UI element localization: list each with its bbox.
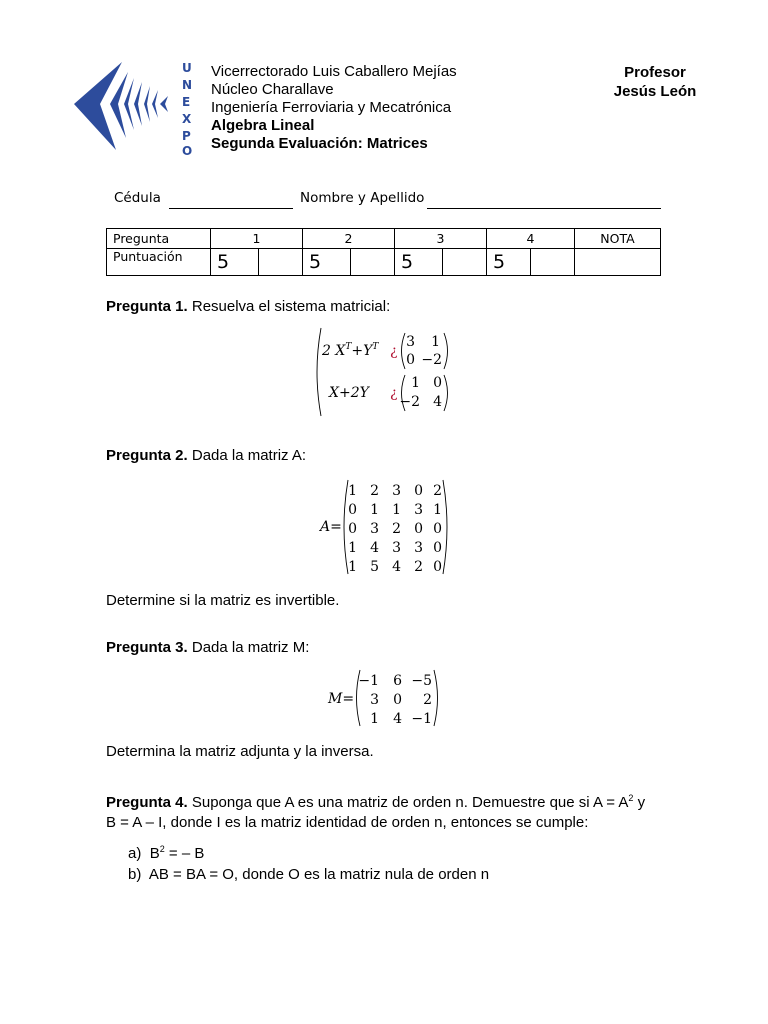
matrix-cell: 1: [370, 711, 379, 727]
table-header-cell: Pregunta: [107, 229, 211, 249]
score-input-cell[interactable]: [443, 249, 487, 276]
matrix-cell: 2: [414, 559, 423, 575]
institution-line: Vicerrectorado Luis Caballero Mejías: [211, 63, 457, 80]
matrix-cell: 3: [392, 540, 401, 556]
matrix-cell: 1: [431, 334, 440, 350]
question-label: Pregunta 2.: [106, 447, 188, 464]
logo-letter: O: [182, 144, 193, 155]
matrix-cell: 0: [433, 540, 442, 556]
eq1-mid: +Y: [351, 343, 373, 359]
matrix-cell: 0: [414, 521, 423, 537]
list-text: B: [149, 845, 160, 862]
unexpo-logo: [70, 60, 195, 155]
list-marker: a): [128, 845, 142, 862]
matrix-cell: 0: [414, 483, 423, 499]
matrix-cell: 1: [348, 559, 357, 575]
list-marker: b): [128, 866, 142, 883]
superscript: 2: [159, 844, 165, 854]
eq1-lhs: 2 X: [322, 343, 346, 359]
question-label: Pregunta 1.: [106, 298, 188, 315]
question-2-instruction: Determine si la matriz es invertible.: [106, 592, 340, 609]
header-block: [211, 63, 457, 153]
question-3-instruction: Determina la matriz adjunta y la inversa.: [106, 743, 374, 760]
matrix-cell: 3: [370, 692, 379, 708]
symbol-glyph: ¿: [390, 385, 398, 401]
cedula-label: Cédula: [114, 190, 161, 206]
course-title: Algebra Lineal: [211, 117, 315, 134]
matrix-lhs: A=: [320, 519, 342, 535]
matrix-cell: −5: [411, 673, 432, 689]
professor-label: Profesor: [624, 64, 686, 81]
matrix-cell: −1: [411, 711, 432, 727]
points-cell: 5: [303, 249, 351, 276]
evaluation-title: Segunda Evaluación: Matrices: [211, 135, 428, 152]
professor-block: [590, 63, 720, 101]
score-input-cell[interactable]: [531, 249, 575, 276]
table-row-label: Puntuación: [107, 249, 211, 276]
question-text: Resuelva el sistema matricial:: [187, 298, 391, 315]
matrix-cell: 0: [433, 375, 442, 391]
list-item: [128, 864, 489, 885]
matrix-cell: 5: [370, 559, 379, 575]
question-text: Suponga que A es una matriz de orden n. Demuestre que si A = A: [187, 794, 629, 811]
matrix-cell: −2: [399, 394, 420, 410]
eq2-lhs: X+2Y: [329, 385, 369, 401]
nota-input-cell[interactable]: [575, 249, 661, 276]
matrix-cell: 1: [348, 483, 357, 499]
matrix-m: [326, 668, 446, 730]
matrix-cell: 0: [393, 692, 402, 708]
unexpo-emblem-icon: [70, 60, 195, 155]
matrix-cell: 0: [433, 559, 442, 575]
matrix-cell: 2: [392, 521, 401, 537]
superscript: 2: [628, 793, 634, 803]
logo-letter: P: [182, 129, 191, 143]
institution-line: Núcleo Charallave: [211, 81, 334, 98]
list-text: = – B: [164, 845, 205, 862]
matrix-cell: 3: [414, 540, 423, 556]
matrix-cell: 1: [348, 540, 357, 556]
matrix-cell: 0: [433, 521, 442, 537]
logo-letter: N: [182, 78, 193, 92]
matrix-cell: 1: [392, 502, 401, 518]
matrix-cell: 4: [433, 394, 442, 410]
table-header-cell: 1: [211, 229, 303, 249]
matrix-a: [318, 478, 453, 578]
matrix-cell: 0: [348, 502, 357, 518]
table-header-cell: 2: [303, 229, 395, 249]
list-text: AB = BA = O, donde O es la matriz nula de orden n: [148, 866, 490, 883]
score-input-cell[interactable]: [351, 249, 395, 276]
table-header-cell: 3: [395, 229, 487, 249]
logo-letter: U: [182, 61, 192, 75]
question-text: y: [633, 794, 646, 811]
question-label: Pregunta 4.: [106, 794, 188, 811]
professor-name: Jesús León: [613, 83, 697, 100]
matrix-cell: 4: [392, 559, 401, 575]
table-header-cell: 4: [487, 229, 575, 249]
svg-text:2 XT+YT: [321, 342, 379, 359]
name-field[interactable]: [427, 208, 661, 209]
matrix-cell: 2: [423, 692, 432, 708]
cedula-field[interactable]: [169, 208, 293, 209]
logo-letter: X: [182, 112, 192, 126]
matrix-cell: 0: [348, 521, 357, 537]
question-1: [106, 297, 390, 317]
question-4-list: [128, 839, 489, 885]
matrix-system-equation: [312, 326, 457, 418]
list-item: [128, 839, 489, 864]
logo-letter: E: [182, 95, 191, 109]
question-4: [106, 788, 645, 833]
eq1-sup: T: [372, 342, 379, 352]
score-input-cell[interactable]: [259, 249, 303, 276]
matrix-cell: −1: [358, 673, 379, 689]
matrix-cell: 3: [392, 483, 401, 499]
points-cell: 5: [487, 249, 531, 276]
question-text: Dada la matriz M:: [187, 639, 310, 656]
symbol-glyph: ¿: [390, 343, 398, 359]
points-cell: 5: [395, 249, 443, 276]
matrix-lhs: M=: [328, 691, 355, 707]
question-label: Pregunta 3.: [106, 639, 188, 656]
matrix-cell: 0: [406, 352, 415, 368]
question-2: [106, 446, 306, 466]
matrix-cell: 1: [433, 502, 442, 518]
score-table: [106, 228, 661, 276]
matrix-cell: −2: [421, 352, 442, 368]
matrix-cell: 2: [370, 483, 379, 499]
matrix-cell: 4: [370, 540, 379, 556]
points-cell: 5: [211, 249, 259, 276]
name-label: Nombre y Apellido: [300, 190, 425, 206]
table-header-cell: NOTA: [575, 229, 661, 249]
matrix-cell: 3: [406, 334, 415, 350]
matrix-cell: 1: [411, 375, 420, 391]
question-text: Dada la matriz A:: [187, 447, 307, 464]
matrix-cell: 2: [433, 483, 442, 499]
matrix-cell: 4: [393, 711, 402, 727]
question-3: [106, 638, 309, 658]
question-text: B = A – I, donde I es la matriz identidad de orden n, entonces se cumple:: [106, 814, 589, 831]
matrix-cell: 1: [370, 502, 379, 518]
eq1-sup: T: [345, 342, 352, 352]
institution-line: Ingeniería Ferroviaria y Mecatrónica: [211, 99, 452, 116]
matrix-cell: 3: [414, 502, 423, 518]
matrix-cell: 3: [370, 521, 379, 537]
matrix-cell: 6: [393, 673, 402, 689]
